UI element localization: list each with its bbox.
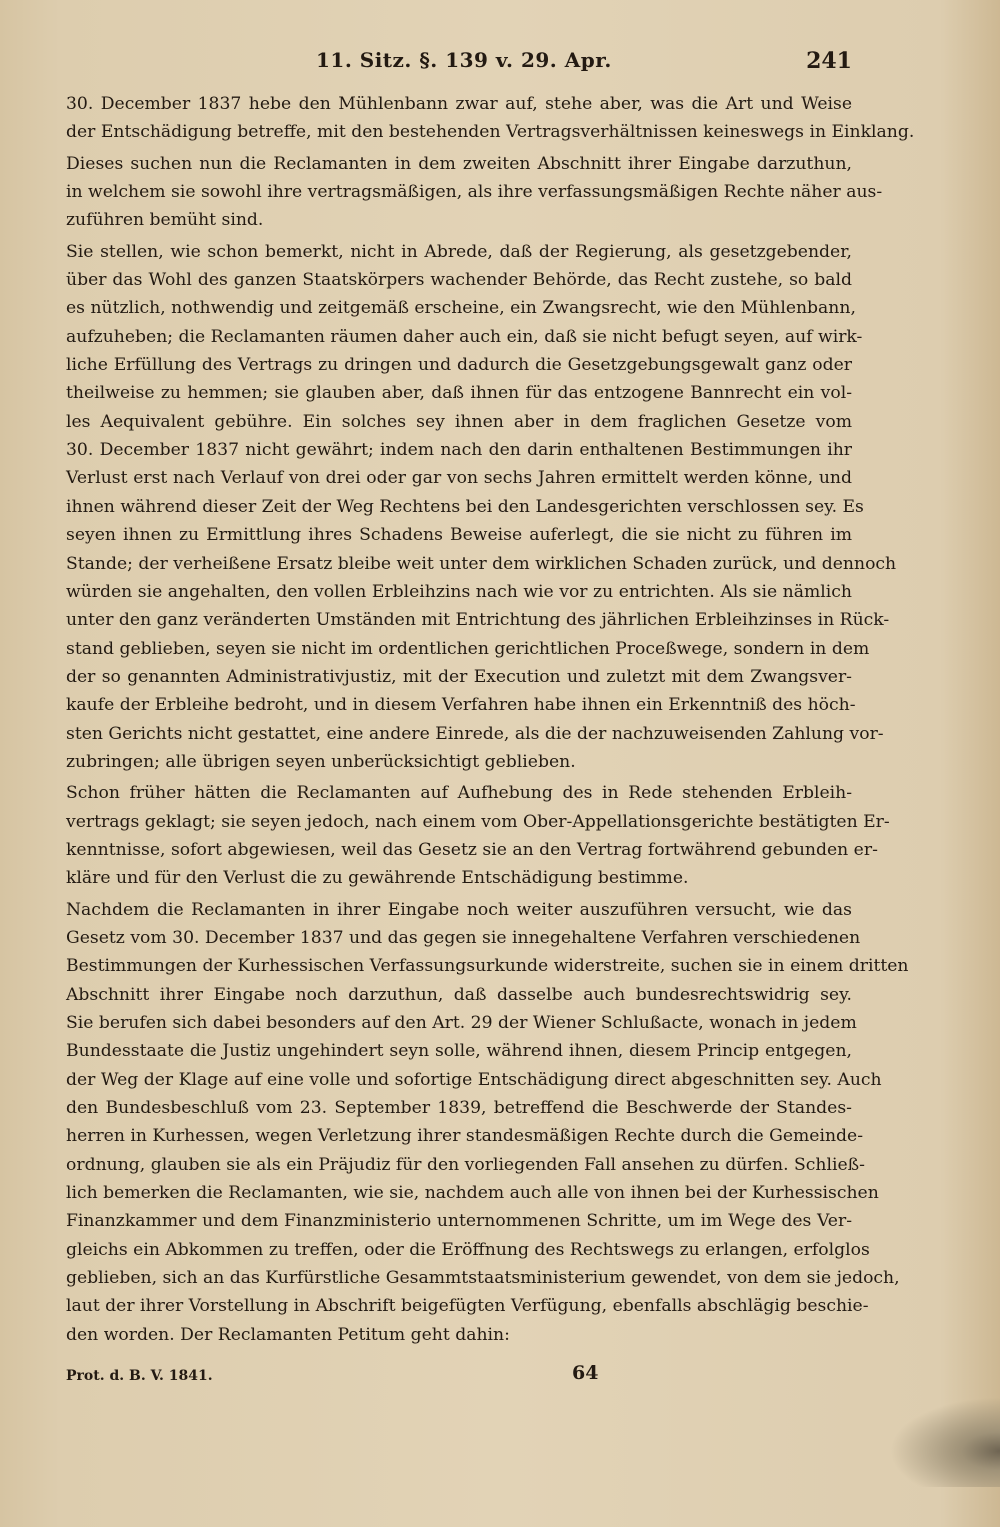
text-line: Dieses suchen nun die Reclamanten in dem zweiten Abschnitt ihrer Eingabe darzuthun, — [66, 153, 852, 174]
page-header — [66, 48, 852, 84]
text-line: Stande; der verheißene Ersatz bleibe weit unter dem wirklichen Schaden zurück, und dennoch — [66, 553, 897, 574]
body-text — [66, 90, 915, 1349]
text-line: Bundesstaate die Justiz ungehindert seyn solle, während ihnen, diesem Princip entgegen, — [66, 1041, 852, 1062]
text-line: liche Erfüllung des Vertrags zu dringen und dadurch die Gesetzgebungsgewalt ganz oder — [66, 355, 852, 376]
text-line: Bestimmungen der Kurhessischen Verfassungsurkunde widerstreite, suchen sie in einem dritten — [66, 956, 909, 977]
text-line: kaufe der Erbleihe bedroht, und in diesem Verfahren habe ihnen ein Erkenntniß des höch- — [66, 695, 856, 716]
text-line: les Aequivalent gebühre. Ein solches sey ihnen aber in dem fraglichen Gesetze vom — [66, 411, 852, 432]
text-line: vertrags geklagt; sie seyen jedoch, nach einem vom Ober-Appellationsgerichte bestätigten Er- — [66, 811, 890, 832]
running-head: 11. Sitz. §. 139 v. 29. Apr. — [316, 48, 612, 72]
text-line: geblieben, sich an das Kurfürstliche Gesammtstaatsministerium gewendet, von dem sie jedoch, — [66, 1268, 900, 1289]
text-line: herren in Kurhessen, wegen Verletzung ihrer standesmäßigen Rechte durch die Gemeinde- — [66, 1126, 864, 1147]
text-line: gleichs ein Abkommen zu treffen, oder die Eröffnung des Rechtswegs zu erlangen, erfolglos — [66, 1239, 870, 1260]
page-shadow-decoration — [890, 1397, 1000, 1487]
text-line: zubringen; alle übrigen seyen unberücksichtigt geblieben. — [66, 751, 576, 772]
text-line: ihnen während dieser Zeit der Weg Rechtens bei den Landesgerichten verschlossen sey. Es — [66, 496, 864, 517]
text-line: über das Wohl des ganzen Staatskörpers wachender Behörde, das Recht zustehe, so bald — [66, 270, 852, 291]
text-line: der so genannten Administrativjustiz, mit der Execution und zuletzt mit dem Zwangsver- — [66, 666, 852, 687]
text-line: zuführen bemüht sind. — [66, 210, 264, 231]
text-line: Sie berufen sich dabei besonders auf den Art. 29 der Wiener Schlußacte, wonach in jedem — [66, 1013, 857, 1033]
text-line: kenntnisse, sofort abgewiesen, weil das Gesetz sie an den Vertrag fortwährend gebunden er- — [66, 839, 878, 860]
text-line: in welchem sie sowohl ihre vertragsmäßigen, als ihre verfassungsmäßigen Rechte näher aus- — [66, 182, 883, 203]
text-line: lich bemerken die Reclamanten, wie sie, nachdem auch alle von ihnen bei der Kurhessischen — [66, 1183, 879, 1204]
text-line: den Bundesbeschluß vom 23. September 1839, betreffend die Beschwerde der Standes- — [66, 1098, 852, 1119]
text-line: ordnung, glauben sie als ein Präjudiz für den vorliegenden Fall ansehen zu dürfen. Schließ- — [66, 1154, 865, 1175]
page-footer — [66, 1362, 852, 1392]
paragraph — [66, 90, 915, 147]
text-line: Finanzkammer und dem Finanzministerio unternommenen Schritte, um im Wege des Ver- — [66, 1211, 852, 1232]
text-line: unter den ganz veränderten Umständen mit Entrichtung des jährlichen Erbleihzinses in Rück- — [66, 610, 890, 631]
text-line: 30. December 1837 nicht gewährt; indem nach den darin enthaltenen Bestimmungen ihr — [66, 440, 852, 461]
text-line: Abschnitt ihrer Eingabe noch darzuthun, daß dasselbe auch bundesrechtswidrig sey. — [66, 984, 852, 1005]
printer-signature: Prot. d. B. V. 1841. — [66, 1368, 213, 1384]
text-line: der Weg der Klage auf eine volle und sofortige Entschädigung direct abgeschnitten sey. Auch — [66, 1069, 882, 1090]
text-line: der Entschädigung betreffe, mit den bestehenden Vertragsverhältnissen keineswegs in Einklang. — [66, 122, 915, 143]
text-line: es nützlich, nothwendig und zeitgemäß erscheine, ein Zwangsrecht, wie den Mühlenbann, — [66, 298, 856, 319]
text-line: stand geblieben, seyen sie nicht im ordentlichen gerichtlichen Proceßwege, sondern in dem — [66, 638, 870, 659]
text-line: sten Gerichts nicht gestattet, eine andere Einrede, als die der nachzuweisenden Zahlung vor- — [66, 723, 884, 744]
text-line: Sie stellen, wie schon bemerkt, nicht in Abrede, daß der Regierung, als gesetzgebender, — [66, 241, 852, 262]
text-line: kläre und für den Verlust die zu gewährende Entschädigung bestimme. — [66, 868, 689, 889]
paragraph — [66, 896, 909, 1350]
text-line: den worden. Der Reclamanten Petitum geht dahin: — [66, 1324, 510, 1345]
text-line: Schon früher hätten die Reclamanten auf Aufhebung des in Rede stehenden Erbleih- — [66, 783, 852, 804]
sheet-number: 64 — [572, 1362, 599, 1384]
text-line: laut der ihrer Vorstellung in Abschrift beigefügten Verfügung, ebenfalls abschlägig beschie- — [66, 1296, 869, 1317]
paragraph — [66, 150, 883, 235]
paragraph — [66, 238, 897, 777]
text-line: seyen ihnen zu Ermittlung ihres Schadens Beweise auferlegt, die sie nicht zu führen im — [66, 525, 852, 546]
page-number: 241 — [806, 48, 852, 74]
text-line: Nachdem die Reclamanten in ihrer Eingabe noch weiter auszuführen versucht, wie das — [66, 899, 852, 920]
text-line: würden sie angehalten, den vollen Erbleihzins nach wie vor zu entrichten. Als sie nämlich — [66, 581, 852, 602]
text-line: 30. December 1837 hebe den Mühlenbann zwar auf, stehe aber, was die Art und Weise — [66, 94, 852, 114]
text-line: theilweise zu hemmen; sie glauben aber, daß ihnen für das entzogene Bannrecht ein vol- — [66, 383, 852, 404]
text-line: aufzuheben; die Reclamanten räumen daher auch ein, daß sie nicht befugt seyen, auf wirk- — [66, 326, 863, 347]
paragraph — [66, 779, 890, 892]
text-line: Verlust erst nach Verlauf von drei oder gar von sechs Jahren ermittelt werden könne, und — [66, 468, 852, 489]
text-line: Gesetz vom 30. December 1837 und das gegen sie innegehaltene Verfahren verschiedenen — [66, 927, 861, 948]
